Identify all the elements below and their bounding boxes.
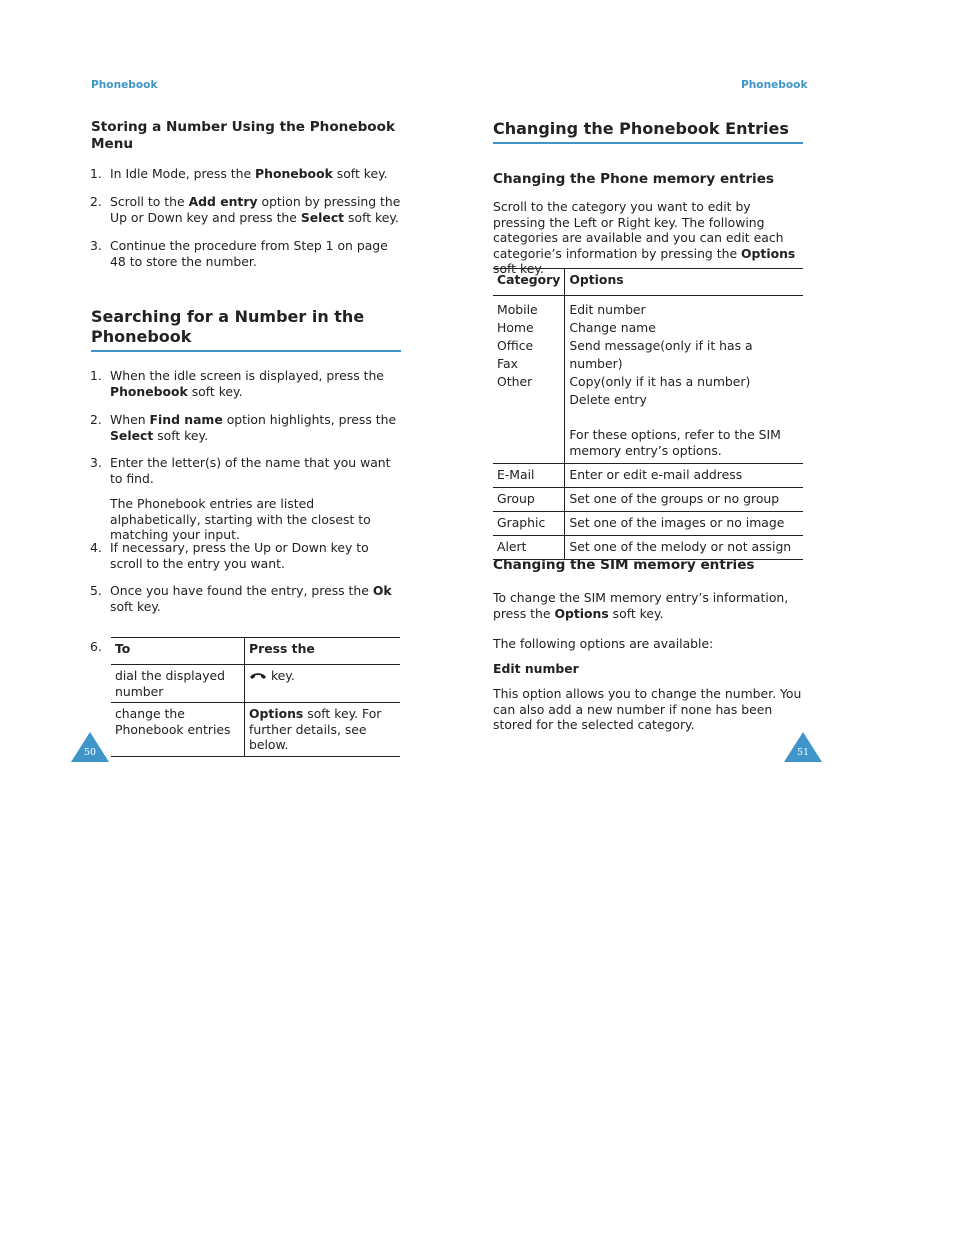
category-cell: Graphic	[493, 512, 565, 536]
phone-memory-title: Changing the Phone memory entries	[493, 171, 775, 187]
changing-section-title: Changing the Phonebook Entries	[493, 119, 789, 138]
option-cell: Set one of the melody or not assign	[569, 539, 792, 554]
sim-memory-title: Changing the SIM memory entries	[493, 557, 755, 573]
table-header-category: Category	[497, 272, 561, 287]
option-cell: Set one of the images or no image	[569, 515, 785, 530]
step-number: 4.	[90, 540, 102, 555]
option-item: Change name	[569, 320, 656, 335]
searching-section-title: Searching for a Number in the Phonebook	[91, 307, 365, 346]
sim-memory-intro	[493, 590, 803, 621]
category-cell: Alert	[493, 536, 565, 560]
table-header-press: Press the	[249, 641, 315, 656]
step-number: 2.	[90, 412, 102, 427]
step-number: 5.	[90, 583, 102, 598]
table-header-to: To	[115, 641, 131, 656]
page-number: 50	[83, 747, 97, 758]
step-keyword: Ok	[372, 583, 392, 598]
table-row	[111, 703, 400, 757]
sim-options-available: The following options are available:	[493, 636, 714, 651]
category-fax: Fax	[497, 356, 518, 371]
table-row	[111, 665, 400, 703]
step-text: soft key.	[110, 598, 161, 614]
table-cell-keyword: Options	[249, 706, 304, 721]
table-header-options: Options	[569, 272, 624, 287]
step-keyword: Phonebook	[255, 166, 333, 181]
storing-section-title: Storing a Number Using the Phonebook Menu	[91, 119, 396, 152]
table-header-row	[493, 269, 803, 296]
option-item: Copy(only if it has a number)	[569, 374, 751, 389]
step-keyword: Find name	[149, 412, 223, 427]
page-number: 51	[796, 747, 810, 758]
category-cell: E-Mail	[493, 464, 565, 488]
table-row	[493, 296, 803, 464]
edit-number-title: Edit number	[493, 661, 579, 676]
category-mobile: Mobile	[497, 302, 538, 317]
step-text: option by pressing the Up or Down key and press the	[110, 194, 401, 225]
step-6-table	[111, 637, 400, 757]
step-keyword: Select	[110, 427, 154, 443]
step-number: 1.	[90, 166, 102, 181]
step-text: soft key.	[187, 383, 243, 399]
step-note: The Phonebook entries are listed alphabetically, starting with the closest to matching your input.	[110, 496, 371, 542]
table-row	[493, 488, 803, 512]
step-text: soft key.	[153, 427, 209, 443]
step-text: Enter the letter(s) of the name that you want to find.	[110, 455, 391, 486]
step-keyword: Select	[300, 209, 345, 225]
option-item: Delete entry	[569, 392, 647, 407]
option-note: For these options, refer to the SIM memory entry’s options.	[569, 427, 781, 458]
step-text: When	[110, 412, 150, 427]
category-office: Office	[497, 338, 534, 353]
table-cell-to: change the Phonebook entries	[111, 703, 245, 757]
table-row	[493, 536, 803, 560]
step-text: soft key.	[344, 209, 399, 225]
table-cell-press: key.	[267, 668, 295, 683]
category-cell: Group	[493, 488, 565, 512]
table-cell-to: dial the displayed number	[111, 665, 245, 703]
paragraph-keyword: Options	[741, 245, 796, 261]
step-text: When the idle screen is displayed, press the	[110, 368, 384, 383]
step-text: If necessary, press the Up or Down key to scroll to the entry you want.	[110, 540, 369, 571]
paragraph-keyword: Options	[554, 605, 609, 621]
table-row	[493, 464, 803, 488]
paragraph-text: To change the SIM memory entry’s information, press the	[493, 590, 789, 621]
paragraph-text: Scroll to the category you want to edit by pressing the Left or Right key. The following categories are available and you can edit each categorie’s information by pressing the	[493, 199, 784, 261]
step-number: 6.	[90, 639, 102, 654]
category-other: Other	[497, 374, 533, 389]
table-header-row	[111, 638, 400, 665]
paragraph-text: soft key.	[493, 261, 544, 276]
right-page-header: Phonebook	[741, 79, 808, 91]
step-text: In Idle Mode, press the	[110, 166, 256, 181]
step-keyword: Phonebook	[110, 383, 188, 399]
phone-memory-intro	[493, 199, 803, 277]
category-home: Home	[497, 320, 534, 335]
edit-number-text: This option allows you to change the number. You can also add a new number if none has been stored for the selected category.	[493, 686, 802, 732]
left-page-header: Phonebook	[91, 79, 158, 91]
table-row	[493, 512, 803, 536]
step-number: 2.	[90, 194, 102, 209]
table-cell-press: soft key. For further details, see below.	[249, 706, 382, 752]
step-number: 1.	[90, 368, 102, 383]
option-item: Send message(only if it has a number)	[569, 338, 753, 371]
step-number: 3.	[90, 238, 102, 253]
step-text: soft key.	[332, 166, 388, 181]
option-cell: Set one of the groups or no group	[569, 491, 780, 506]
step-text: option highlights, press the	[222, 412, 397, 427]
section-rule	[493, 142, 803, 144]
option-cell: Enter or edit e-mail address	[569, 467, 743, 482]
step-text: Once you have found the entry, press the	[110, 583, 373, 598]
phone-send-icon	[249, 671, 267, 681]
phone-memory-table	[493, 268, 803, 560]
step-text: Scroll to the	[110, 194, 189, 209]
step-number: 3.	[90, 455, 102, 470]
step-text: Continue the procedure from Step 1 on page 48 to store the number.	[110, 238, 388, 269]
paragraph-text: soft key.	[608, 605, 664, 621]
option-item: Edit number	[569, 302, 646, 317]
section-rule	[91, 350, 401, 352]
step-keyword: Add entry	[188, 194, 258, 209]
